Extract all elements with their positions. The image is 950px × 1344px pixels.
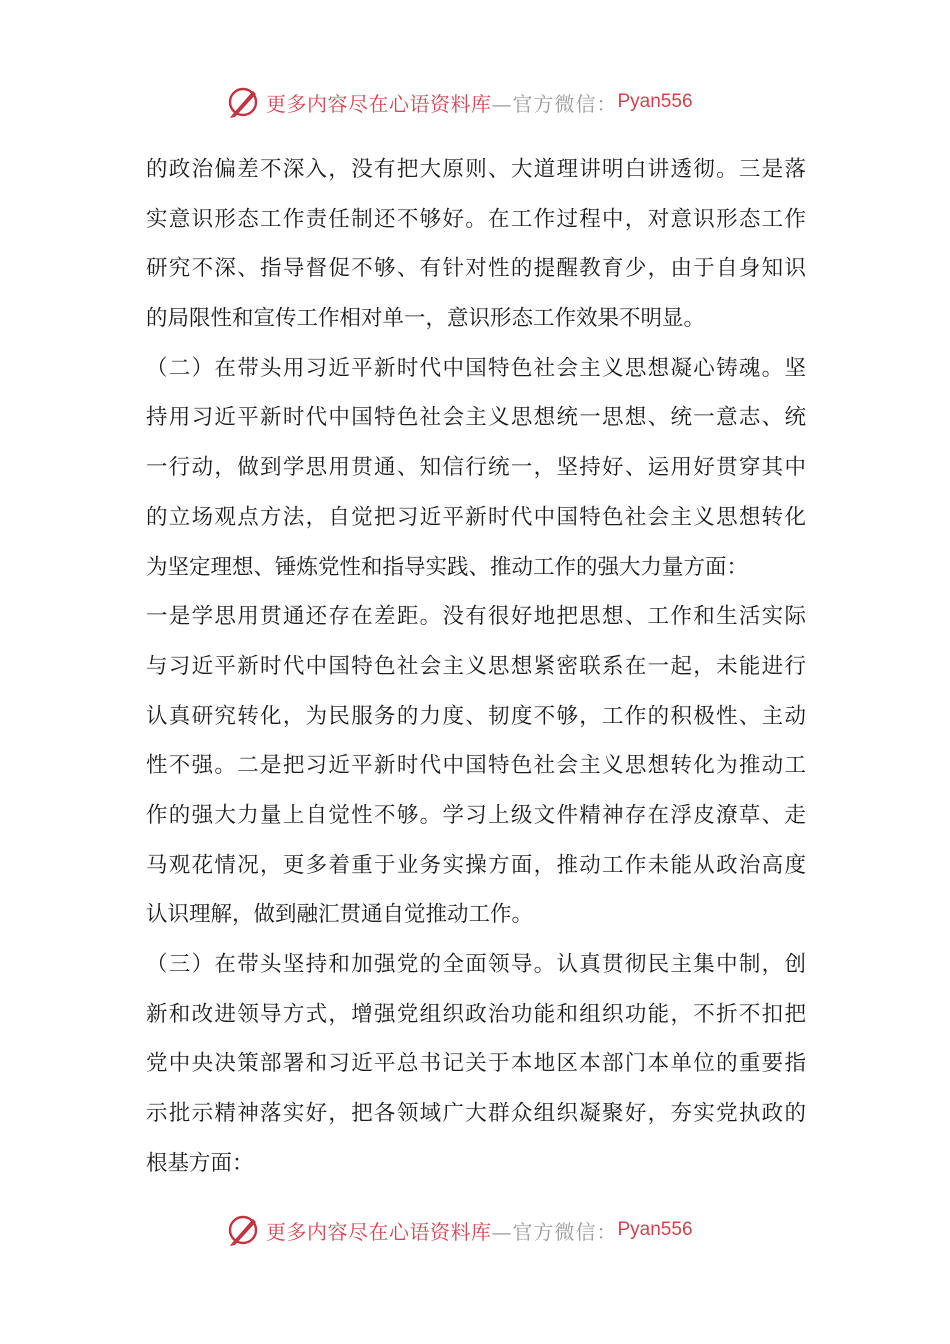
- text-line: （二）在带头用习近平新时代中国特色社会主义思想凝心铸魂。坚: [146, 355, 806, 381]
- banner-wechat-id: Pyan556: [617, 1219, 693, 1240]
- banner-title: 更多内容尽在心语资料库: [266, 91, 492, 116]
- pen-logo-icon: [226, 1213, 260, 1247]
- text-line: 性不强。二是把习近平新时代中国特色社会主义思想转化为推动工: [146, 753, 806, 779]
- banner-title: 更多内容尽在心语资料库: [266, 1219, 492, 1244]
- document-body: [146, 150, 806, 1193]
- text-line: 党中央决策部署和习近平总书记关于本地区本部门本单位的重要指: [146, 1051, 806, 1077]
- text-line: 为坚定理想、锤炼党性和指导实践、推动工作的强大力量方面：: [146, 554, 749, 580]
- text-line: 的立场观点方法，自觉把习近平新时代中国特色社会主义思想转化: [146, 504, 806, 530]
- text-line: 的局限性和宣传工作相对单一，意识形态工作效果不明显。: [146, 306, 706, 332]
- text-line: （三）在带头坚持和加强党的全面领导。认真贯彻民主集中制，创: [146, 952, 806, 977]
- banner-wechat-id: Pyan556: [617, 91, 693, 112]
- banner-wechat-label: —官方微信：: [491, 1219, 618, 1244]
- text-line: 一是学思用贯通还存在差距。没有很好地把思想、工作和生活实际: [146, 604, 806, 630]
- text-line: 根基方面：: [146, 1150, 254, 1176]
- footer-banner: [226, 1210, 693, 1250]
- text-line: 示批示精神落实好，把各领域广大群众组织凝聚好，夯实党执政的: [146, 1101, 806, 1127]
- text-line: 新和改进领导方式，增强党组织政治功能和组织功能，不折不扣把: [146, 1001, 806, 1027]
- text-line: 马观花情况，更多着重于业务实操方面，推动工作未能从政治高度: [146, 852, 806, 878]
- text-line: 认真研究转化，为民服务的力度、韧度不够，工作的积极性、主动: [146, 703, 806, 729]
- text-line: 实意识形态工作责任制还不够好。在工作过程中，对意识形态工作: [146, 206, 806, 232]
- text-line: 持用习近平新时代中国特色社会主义思想统一思想、统一意志、统: [146, 405, 806, 431]
- text-line: 一行动，做到学思用贯通、知信行统一，坚持好、运用好贯穿其中: [146, 455, 806, 481]
- text-line: 作的强大力量上自觉性不够。学习上级文件精神存在浮皮潦草、走: [146, 802, 806, 828]
- text-line: 认识理解，做到融汇贯通自觉推动工作。: [146, 902, 534, 928]
- banner-wechat-label: —官方微信：: [491, 91, 618, 116]
- header-banner: [226, 82, 693, 122]
- text-line: 研究不深、指导督促不够、有针对性的提醒教育少，由于自身知识: [146, 256, 806, 282]
- pen-logo-icon: [226, 85, 260, 119]
- text-line: 的政治偏差不深入，没有把大原则、大道理讲明白讲透彻。三是落: [146, 157, 806, 182]
- text-line: 与习近平新时代中国特色社会主义思想紧密联系在一起，未能进行: [146, 653, 806, 679]
